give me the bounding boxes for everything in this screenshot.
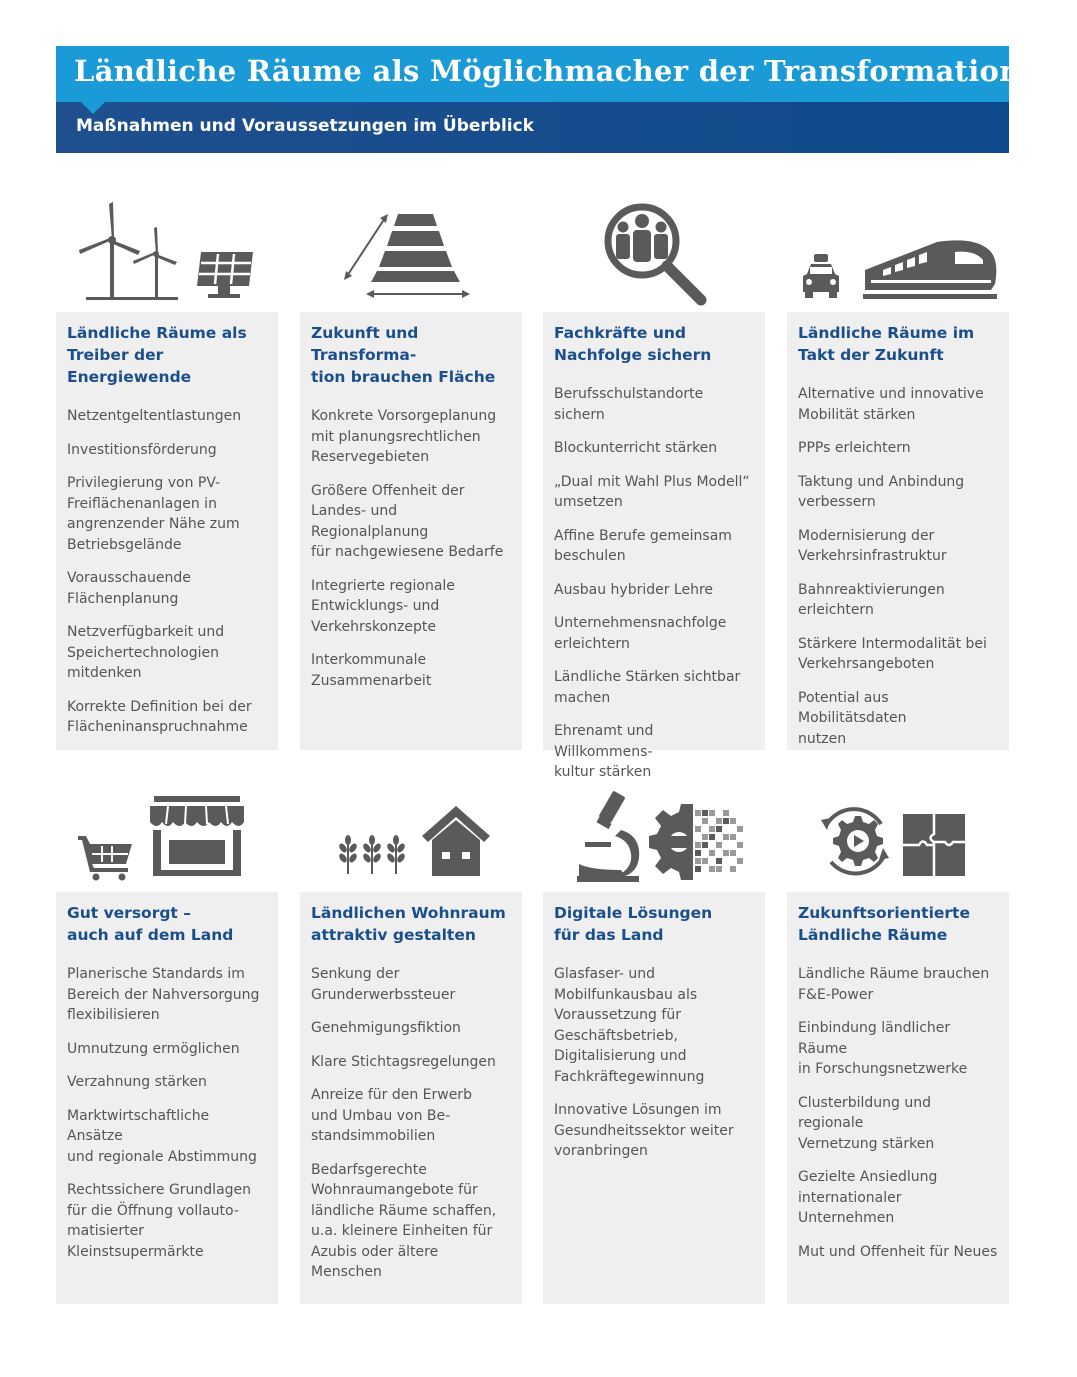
list-item: Taktung und Anbindung verbessern	[798, 473, 965, 510]
card-list	[554, 964, 755, 1162]
list-item: PPPs erleichtern	[798, 440, 911, 456]
card-mobilitaet	[787, 312, 1009, 750]
list-item: Innovative Lösungen im Gesundheitssektor weiter voranbringen	[554, 1102, 734, 1159]
card-list	[798, 384, 999, 749]
card-zukunft	[787, 892, 1009, 1304]
list-item: Verzahnung stärken	[67, 1074, 207, 1090]
list-item: Mut und Offenheit für Neues	[798, 1243, 998, 1260]
list-item: Ländliche Räume brauchen F&E-Power	[798, 966, 990, 1003]
card-title: Ländlichen Wohnraum attraktiv gestalten	[311, 904, 506, 944]
list-item: Konkrete Vorsorgeplanung mit planungsrechtlichen Reservegebieten	[311, 408, 497, 465]
card-title: Fachkräfte und Nachfolge sichern	[554, 324, 712, 364]
list-item: Investitionsförderung	[67, 441, 217, 458]
list-item: Vorausschauende Flächenplanung	[67, 570, 191, 607]
card-title: Digitale Lösungen für das Land	[554, 904, 713, 944]
microscope-digital-gear-icon	[543, 780, 765, 890]
list-item: Blockunterricht stärken	[554, 440, 718, 456]
cart-shop-icon	[56, 780, 278, 890]
card-list	[67, 406, 268, 738]
list-item: Berufsschulstandorte sichern	[554, 386, 704, 423]
wind-turbine-solar-panel-icon	[56, 196, 278, 306]
list-item: Umnutzung ermöglichen	[67, 1040, 240, 1057]
card-flaeche	[300, 312, 522, 750]
list-item: Klare Stichtagsregelungen	[311, 1053, 496, 1070]
header-banner	[56, 46, 1021, 153]
header-notch	[81, 102, 105, 114]
card-title: Zukunftsorientierte Ländliche Räume	[798, 904, 970, 944]
card-list	[311, 964, 512, 1283]
card-fachkraefte	[543, 312, 765, 780]
list-item: Gezielte Ansiedlung internationaler Unternehmen	[798, 1169, 938, 1226]
card-list	[798, 964, 999, 1262]
list-item: Clusterbildung und regionale Vernetzung stärken	[798, 1094, 935, 1152]
list-item: Potential aus Mobilitätsdaten nutzen	[798, 689, 907, 747]
list-item: „Dual mit Wahl Plus Modell“ umsetzen	[554, 473, 750, 510]
list-item: Netzverfügbarkeit und Speichertechnologien mitdenken	[67, 624, 225, 681]
car-train-icon	[787, 196, 1009, 306]
card-energiewende	[56, 312, 278, 750]
card-list	[67, 964, 268, 1262]
list-item: Affine Berufe gemeinsam beschulen	[554, 527, 732, 564]
card-wohnraum	[300, 892, 522, 1304]
list-item: Planerische Standards im Bereich der Nahversorgung flexibilisieren	[67, 966, 260, 1023]
list-item: Netzentgeltentlastungen	[67, 408, 242, 424]
card-title: Ländliche Räume im Takt der Zukunft	[798, 324, 975, 364]
list-item: Ehrenamt und Willkommens- kultur stärken	[554, 723, 654, 780]
card-list	[554, 384, 755, 783]
gear-cycle-puzzle-icon	[787, 780, 1009, 890]
list-item: Glasfaser- und Mobilfunkausbau als Voraussetzung für Geschäftsbetrieb, Digitalisierung und Fachkräftegewinnung	[554, 966, 705, 1085]
people-magnifier-icon	[543, 196, 765, 306]
list-item: Alternative und innovative Mobilität stärken	[798, 386, 984, 423]
list-item: Anreize für den Erwerb und Umbau von Be- standsimmobilien	[311, 1087, 472, 1144]
list-item: Korrekte Definition bei der Flächeninanspruchnahme	[67, 698, 252, 735]
wheat-house-icon	[300, 780, 522, 890]
card-title: Ländliche Räume als Treiber der Energiewende	[67, 324, 247, 386]
page-title: Ländliche Räume als Möglichmacher der Transformation	[74, 54, 1021, 88]
list-item: Größere Offenheit der Landes- und Regionalplanung für nachgewiesene Bedarfe	[311, 482, 504, 560]
list-item: Genehmigungsfiktion	[311, 1020, 461, 1036]
card-digital	[543, 892, 765, 1304]
list-item: Ausbau hybrider Lehre	[554, 581, 714, 598]
list-item: Interkommunale Zusammenarbeit	[311, 652, 432, 689]
list-item: Integrierte regionale Entwicklungs- und Verkehrskonzepte	[311, 577, 455, 635]
list-item: Privilegierung von PV- Freiflächenanlagen in angrenzender Nähe zum Betriebsgelände	[67, 475, 240, 553]
card-title: Zukunft und Transforma- tion brauchen Fläche	[311, 324, 496, 386]
list-item: Einbindung ländlicher Räume in Forschungsnetzwerke	[798, 1020, 968, 1077]
list-item: Unternehmensnachfolge erleichtern	[554, 615, 727, 652]
card-versorgung	[56, 892, 278, 1304]
list-item: Rechtssichere Grundlagen für die Öffnung vollauto- matisierter Kleinstsupermärkte	[67, 1182, 252, 1260]
list-item: Stärkere Intermodalität bei Verkehrsangeboten	[798, 635, 987, 672]
list-item: Marktwirtschaftliche Ansätze und regionale Abstimmung	[67, 1107, 257, 1165]
list-item: Bedarfsgerechte Wohnraumangebote für ländliche Räume schaffen, u.a. kleinere Einheiten für Azubis oder ältere Menschen	[311, 1161, 497, 1280]
card-list	[311, 406, 512, 691]
list-item: Modernisierung der Verkehrsinfrastruktur	[798, 527, 947, 564]
page-subtitle: Maßnahmen und Voraussetzungen im Überblick	[76, 116, 534, 136]
card-title: Gut versorgt – auch auf dem Land	[67, 904, 234, 944]
list-item: Senkung der Grunderwerbssteuer	[311, 966, 456, 1003]
list-item: Bahnreaktivierungen erleichtern	[798, 581, 945, 618]
land-layers-icon	[300, 196, 522, 306]
list-item: Ländliche Stärken sichtbar machen	[554, 669, 741, 706]
